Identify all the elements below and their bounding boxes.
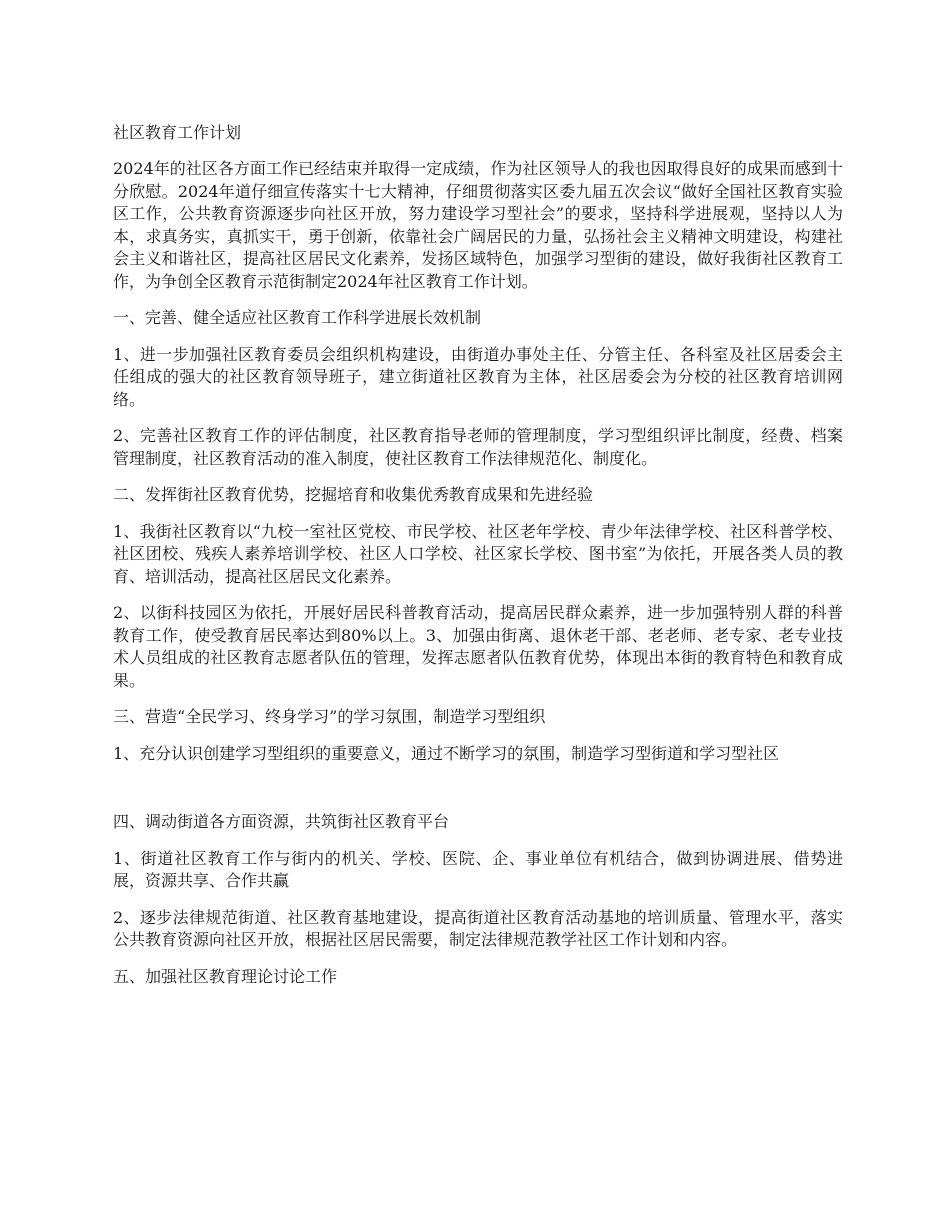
- section-1-paragraph-2: 2、完善社区教育工作的评估制度，社区教育指导老师的管理制度，学习型组织评比制度，经费、档案管理制度，社区教育活动的准入制度，使社区教育工作法律规范化、制度化。: [113, 426, 843, 468]
- section-3-heading: 三、营造“全民学习、终身学习”的学习氛围，制造学习型组织: [113, 707, 546, 726]
- section-1-paragraph-1: 1、进一步加强社区教育委员会组织机构建设，由街道办事处主任、分管主任、各科室及社区居委会主任组成的强大的社区教育领导班子，建立街道社区教育为主体，社区居委会为分校的社区教育培训网络。: [113, 344, 843, 409]
- intro-paragraph: 2024年的社区各方面工作已经结束并取得一定成绩，作为社区领导人的我也因取得良好的成果而感到十分欣慰。2024年道仔细宣传落实十七大精神，仔细贯彻落实区委九届五次会议“做好全国社区教育实验区工作，公共教育资源逐步向社区开放，努力建设学习型社会”的要求，坚持科学进展观，坚持以人为本，求真务实，真抓实干，勇于创新，依靠社会广阔居民的力量，弘扬社会主义精神文明建设，构建社会主义和谐社区，提高社区居民文化素养，发扬区域特色，加强学习型街的建设，做好我街社区教育工作，为争创全区教育示范街制定2024年社区教育工作计划。: [113, 159, 843, 291]
- section-3-paragraph-1: 1、充分认识创建学习型组织的重要意义，通过不断学习的氛围，制造学习型街道和学习型社区: [113, 743, 780, 763]
- document-title: 社区教育工作计划: [113, 123, 242, 142]
- document-page: [113, 122, 843, 1002]
- section-2-heading: 二、发挥街社区教育优势，挖掘培育和收集优秀教育成果和先进经验: [113, 485, 594, 504]
- section-1-heading: 一、完善、健全适应社区教育工作科学进展长效机制: [113, 308, 482, 327]
- section-4-paragraph-2: 2、逐步法律规范街道、社区教育基地建设，提高街道社区教育活动基地的培训质量、管理水平，落实公共教育资源向社区开放，根据社区居民需要，制定法律规范教学社区工作计划和内容。: [113, 907, 843, 949]
- section-4-paragraph-1: 1、街道社区教育工作与街内的机关、学校、医院、企、事业单位有机结合，做到协调进展、借势进展，资源共享、合作共赢: [113, 848, 843, 890]
- section-2-paragraph-1: 1、我街社区教育以“九校一室社区党校、市民学校、社区老年学校、青少年法律学校、社区科普学校、社区团校、残疾人素养培训学校、社区人口学校、社区家长学校、图书室”为依托，开展各类人员的教育、培训活动，提高社区居民文化素养。: [113, 521, 843, 586]
- blank-line: [113, 779, 843, 811]
- section-2-paragraph-2: 2、以街科技园区为依托，开展好居民科普教育活动，提高居民群众素养，进一步加强特别人群的科普教育工作，使受教育居民率达到80%以上。3、加强由街离、退休老干部、老老师、老专家、老专业技术人员组成的社区教育志愿者队伍的管理，发挥志愿者队伍教育优势，体现出本街的教育特色和教育成果。: [113, 603, 843, 690]
- section-5-heading: 五、加强社区教育理论讨论工作: [113, 966, 338, 986]
- section-4-heading: 四、调动街道各方面资源，共筑街社区教育平台: [113, 812, 450, 831]
